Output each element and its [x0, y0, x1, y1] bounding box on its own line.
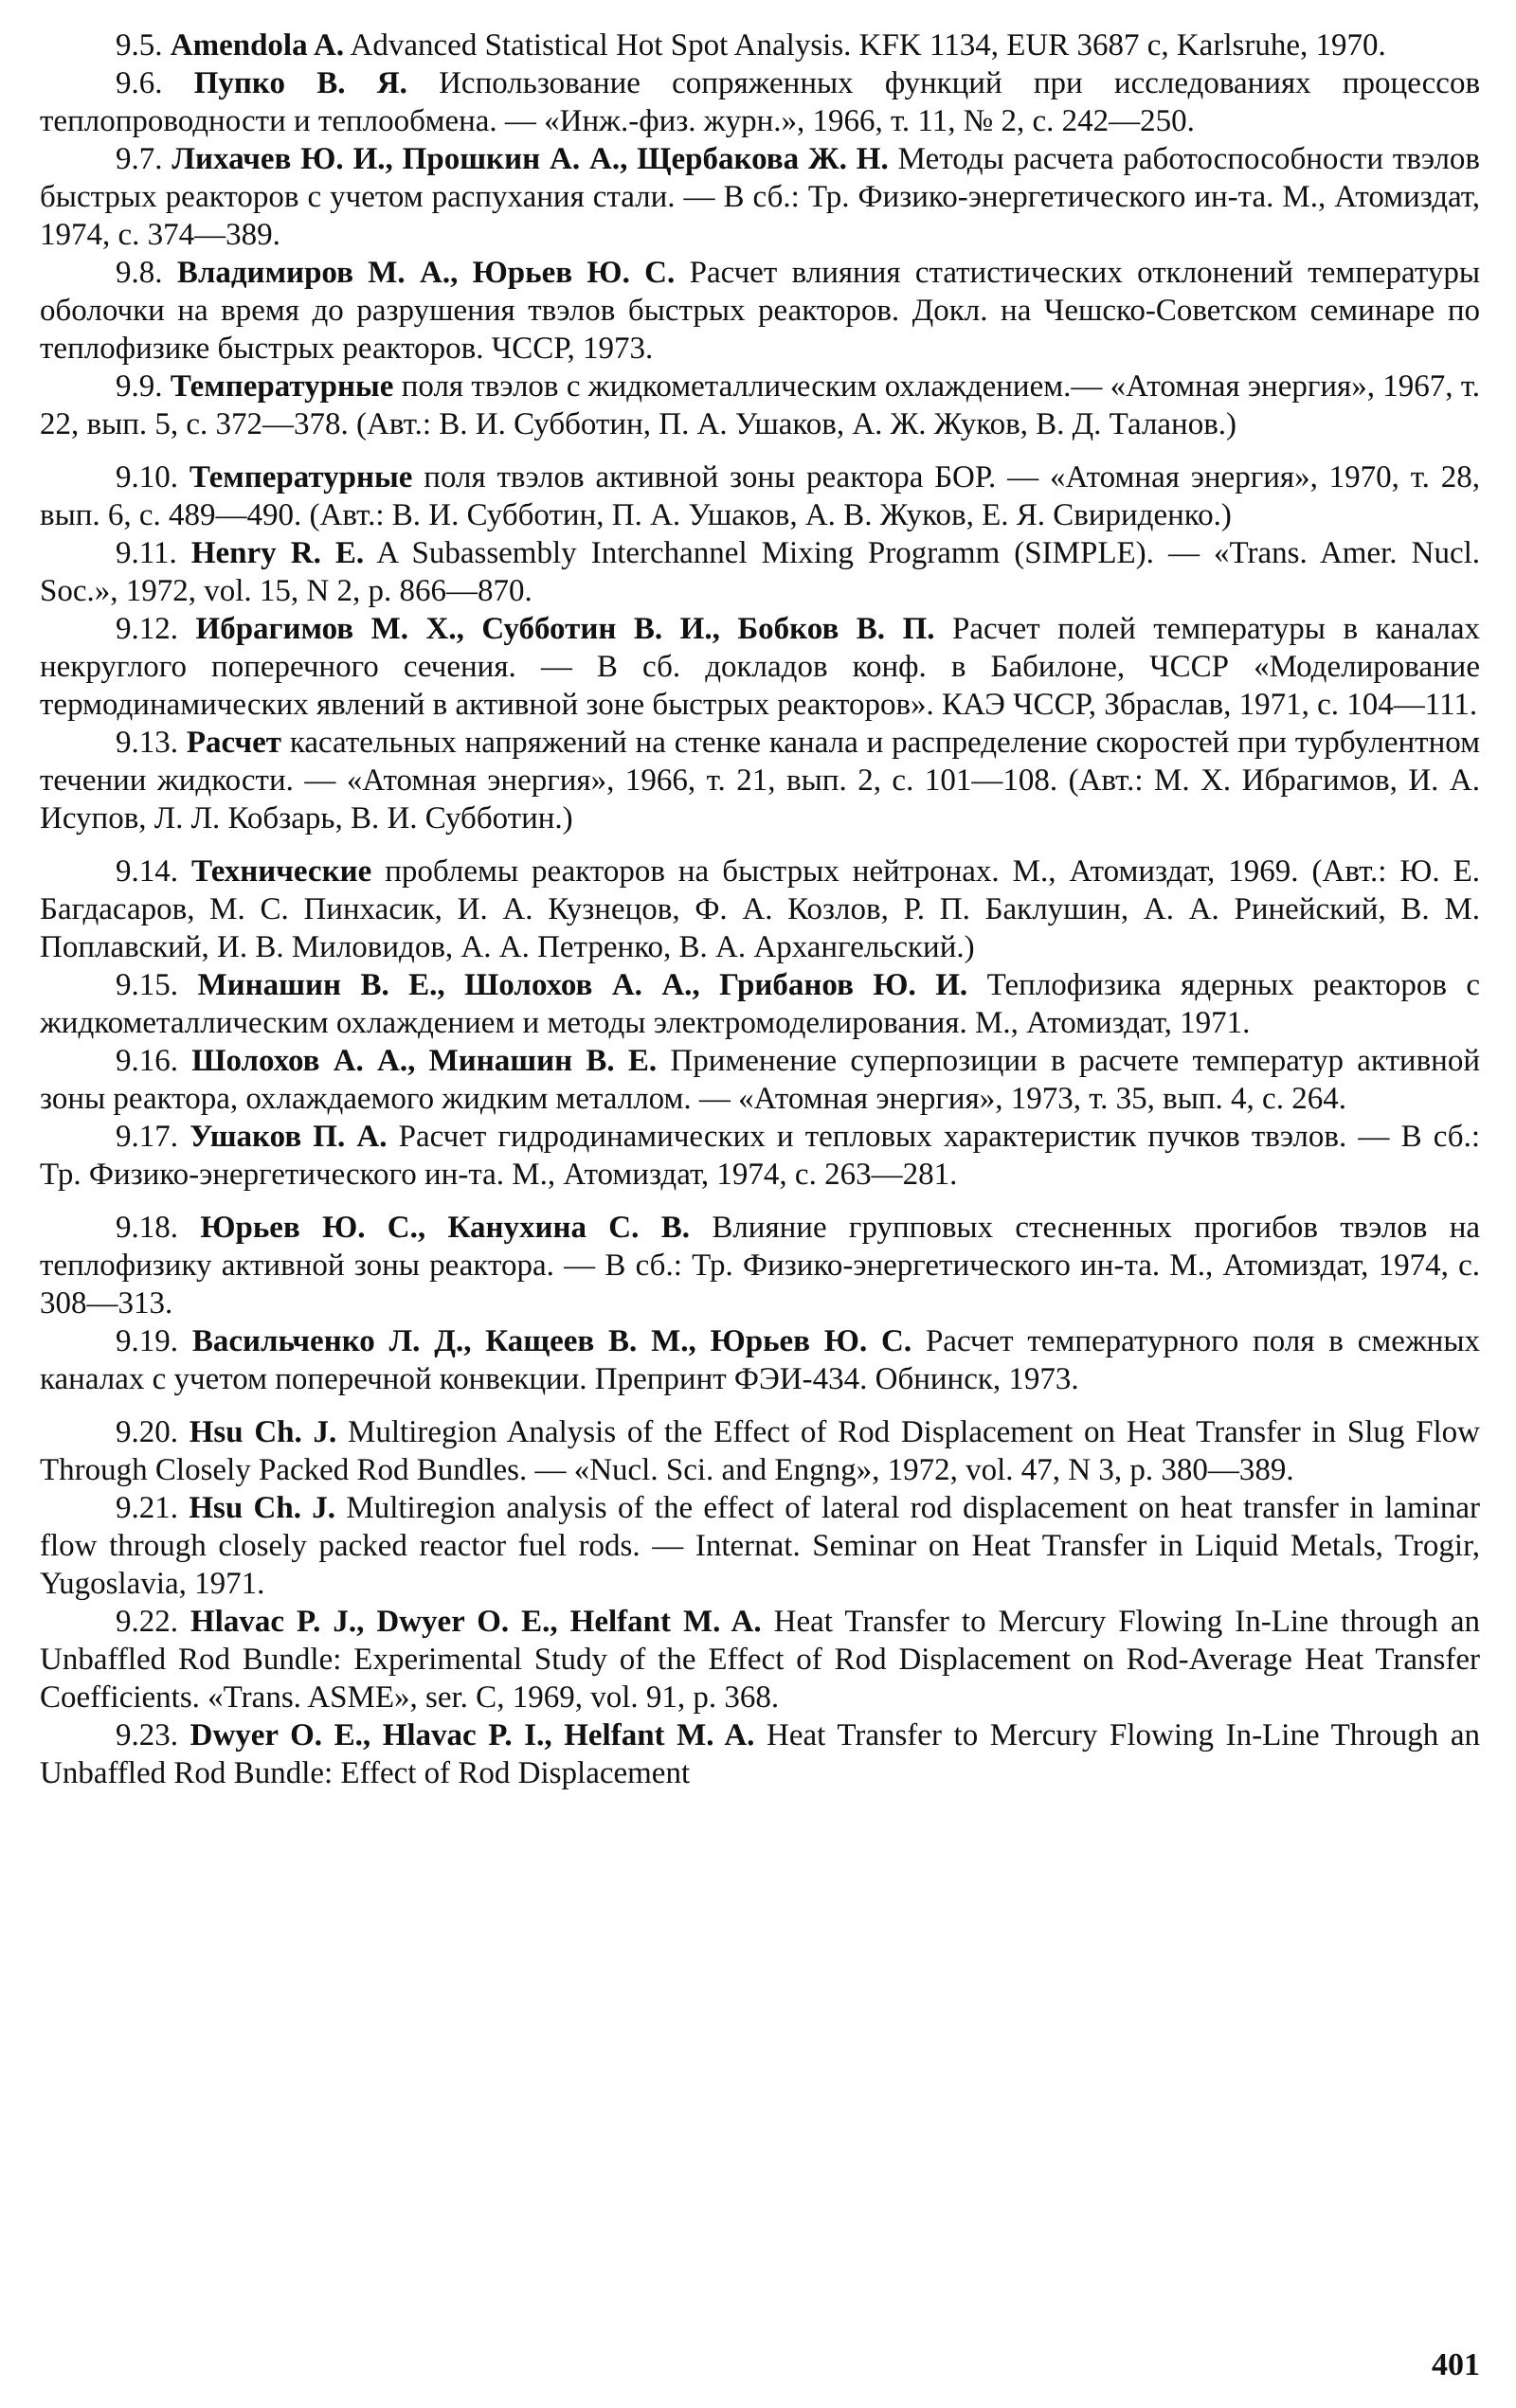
reference-9-8: [40, 254, 1480, 368]
reference-9-5: [40, 27, 1480, 64]
reference-authors: Ибрагимов М. Х., Субботин В. И., Бобков В. П.: [195, 612, 935, 646]
reference-text: касательных напряжений на стенке канала и распределение скоростей при турбулентном течении жидкости. — «Атомная энергия», 1966, т. 21, вып. 2, с. 101—108. (Авт.: М. Х. Ибрагимов, И. А. Исупов, Л. Л. Кобзарь, В. И. Субботин.): [40, 726, 1481, 836]
reference-number: 9.17.: [116, 1120, 178, 1154]
reference-text: поля твэлов с жидкометаллическим охлаждением.— «Атомная энергия», 1967, т. 22, вып. 5, с. 372—378. (Авт.: В. И. Субботин, П. А. Ушаков, А. Ж. Жуков, В. Д. Таланов.): [40, 369, 1481, 441]
reference-text: Multiregion analysis of the effect of lateral rod displacement on heat transfer in laminar flow through closely packed reactor fuel rods. — Internat. Seminar on Heat Transfer in Liquid Metals, Trogir, Yugoslavia, 1971.: [40, 1491, 1481, 1601]
reference-number: 9.16.: [116, 1044, 178, 1078]
reference-9-14: [40, 853, 1480, 966]
reference-authors: Шолохов А. А., Минашин В. Е.: [191, 1044, 658, 1078]
reference-authors: Расчет: [186, 726, 281, 760]
reference-9-17: [40, 1118, 1480, 1194]
reference-authors: Температурные: [170, 369, 394, 404]
reference-9-12: [40, 610, 1480, 724]
reference-9-16: [40, 1042, 1480, 1118]
reference-number: 9.14.: [116, 854, 178, 889]
reference-9-11: [40, 534, 1480, 610]
reference-text: Расчет температурного поля в смежных каналах с учетом поперечной конвекции. Препринт ФЭИ-434. Обнинск, 1973.: [40, 1324, 1481, 1396]
reference-9-9: [40, 368, 1480, 443]
reference-authors: Лихачев Ю. И., Прошкин А. А., Щербакова Ж. Н.: [171, 142, 889, 176]
reference-text: поля твэлов активной зоны реактора БОР. — «Атомная энергия», 1970, т. 28, вып. 6, с. 489—490. (Авт.: В. И. Субботин, П. А. Ушаков, А. В. Жуков, Е. Я. Свириденко.): [40, 460, 1481, 532]
reference-number: 9.21.: [116, 1491, 178, 1525]
reference-number: 9.19.: [116, 1324, 178, 1358]
reference-number: 9.22.: [116, 1605, 178, 1639]
reference-number: 9.8.: [116, 256, 163, 290]
reference-number: 9.11.: [116, 536, 177, 570]
reference-authors: Технические: [191, 854, 372, 889]
reference-number: 9.18.: [116, 1211, 178, 1245]
reference-number: 9.23.: [116, 1718, 178, 1752]
reference-number: 9.5.: [116, 28, 163, 63]
reference-9-7: [40, 140, 1480, 254]
reference-authors: Dwyer O. E., Hlavac P. I., Helfant M. A.: [190, 1718, 755, 1752]
page-number: 401: [1432, 2347, 1480, 2382]
reference-number: 9.20.: [116, 1415, 178, 1449]
reference-text: Применение суперпозиции в расчете температур активной зоны реактора, охлаждаемого жидким металлом. — «Атомная энергия», 1973, т. 35, вып. 4, с. 264.: [40, 1044, 1480, 1116]
reference-9-15: [40, 966, 1480, 1042]
reference-number: 9.6.: [116, 66, 163, 100]
reference-text: Использование сопряженных функций при исследованиях процессов теплопроводности и теплообмена. — «Инж.-физ. журн.», 1966, т. 11, № 2, с. 242—250.: [40, 66, 1481, 138]
reference-9-18: [40, 1209, 1480, 1322]
reference-text: Влияние групповых стесненных прогибов твэлов на теплофизику активной зоны реактора. — В сб.: Тр. Физико-энергетического ин-та. М., Атомиздат, 1974, с. 308—313.: [40, 1211, 1481, 1321]
reference-text: Heat Transfer to Mercury Flowing In-Line through an Unbaffled Rod Bundle: Experimental Study of the Effect of Rod Displacement on Rod-Average Heat Transfer Coefficients. «Trans. ASME», ser. C, 1969, vol. 91, p. 368.: [40, 1605, 1480, 1715]
reference-authors: Температурные: [189, 460, 413, 494]
reference-9-6: [40, 64, 1480, 140]
reference-text: Advanced Statistical Hot Spot Analysis. KFK 1134, EUR 3687 c, Karlsruhe, 1970.: [350, 28, 1386, 63]
reference-text: Теплофизика ядерных реакторов с жидкометаллическим охлаждением и методы электромоделирования. М., Атомиздат, 1971.: [40, 968, 1481, 1040]
reference-text: Multiregion Analysis of the Effect of Rod Displacement on Heat Transfer in Slug Flow Through Closely Packed Rod Bundles. — «Nucl. Sci. and Engng», 1972, vol. 47, N 3, p. 380—389.: [40, 1415, 1481, 1487]
reference-number: 9.13.: [116, 726, 178, 760]
reference-authors: Hsu Ch. J.: [189, 1415, 337, 1449]
reference-authors: Юрьев Ю. С., Канухина С. В.: [200, 1211, 690, 1245]
reference-authors: Henry R. E.: [190, 536, 365, 570]
reference-9-13: [40, 724, 1480, 837]
reference-text: Расчет полей температуры в каналах некруглого поперечного сечения. — В сб. докладов конф. в Бабилоне, ЧССР «Моделирование термодинамических явлений в активной зоне быстрых реакторов». КАЭ ЧССР, Збраслав, 1971, с. 104—111.: [40, 612, 1480, 722]
reference-9-22: [40, 1603, 1480, 1716]
reference-authors: Владимиров М. А., Юрьев Ю. С.: [176, 256, 676, 290]
reference-authors: Hsu Ch. J.: [189, 1491, 336, 1525]
reference-number: 9.15.: [116, 968, 178, 1002]
reference-text: Методы расчета работоспособности твэлов быстрых реакторов с учетом распухания стали. — В сб.: Тр. Физико-энергетического ин-та. М., Атомиздат, 1974, с. 374—389.: [40, 142, 1481, 252]
reference-9-21: [40, 1489, 1480, 1603]
reference-number: 9.9.: [116, 369, 163, 404]
reference-text: проблемы реакторов на быстрых нейтронах. М., Атомиздат, 1969. (Авт.: Ю. Е. Багдасаров, М. С. Пинхасик, И. А. Кузнецов, Ф. А. Козлов, Р. П. Баклушин, А. А. Ринейский, В. М. Поплавский, И. В. Миловидов, А. А. Петренко, В. А. Архангельский.): [40, 854, 1481, 964]
reference-9-10: [40, 458, 1480, 534]
reference-9-20: [40, 1413, 1480, 1489]
reference-text: Расчет гидродинамических и тепловых характеристик пучков твэлов. — В сб.: Тр. Физико-энергетического ин-та. М., Атомиздат, 1974, с. 263—281.: [40, 1120, 1481, 1192]
reference-text: Расчет влияния статистических отклонений температуры оболочки на время до разрушения твэлов быстрых реакторов. Докл. на Чешско-Советском семинаре по теплофизике быстрых реакторов. ЧССР, 1973.: [40, 256, 1481, 366]
reference-authors: Минашин В. Е., Шолохов А. А., Грибанов Ю. И.: [197, 968, 968, 1002]
reference-authors: Ушаков П. А.: [190, 1120, 388, 1154]
reference-authors: Hlavac P. J., Dwyer O. E., Helfant M. A.: [190, 1605, 762, 1639]
reference-number: 9.12.: [116, 612, 178, 646]
reference-list: [40, 27, 1480, 1792]
reference-text: Heat Transfer to Mercury Flowing In-Line Through an Unbaffled Rod Bundle: Effect of Rod Displacement: [40, 1718, 1481, 1790]
reference-9-23: [40, 1716, 1480, 1792]
reference-authors: Пупко В. Я.: [193, 66, 407, 100]
reference-authors: Васильченко Л. Д., Кащеев В. М., Юрьев Ю. С.: [191, 1324, 912, 1358]
reference-authors: Amendola A.: [170, 28, 345, 63]
reference-9-19: [40, 1322, 1480, 1398]
reference-text: A Subassembly Interchannel Mixing Programm (SIMPLE). — «Trans. Amer. Nucl. Soc.», 1972, vol. 15, N 2, p. 866—870.: [40, 536, 1481, 608]
reference-number: 9.7.: [116, 142, 163, 176]
reference-number: 9.10.: [116, 460, 178, 494]
